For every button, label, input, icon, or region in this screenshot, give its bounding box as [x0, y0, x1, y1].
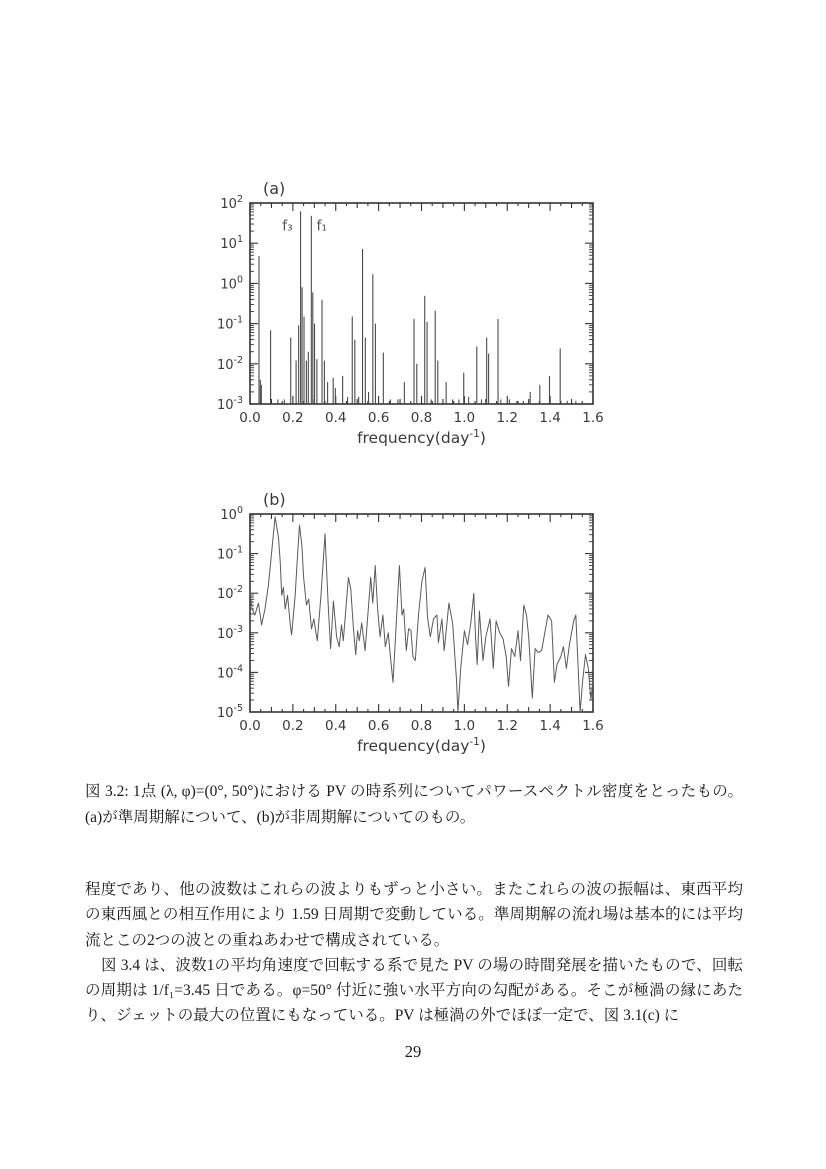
- y-tick-label: $10^{-2}$: [216, 354, 243, 373]
- y-tick-label: $10^2$: [220, 194, 243, 212]
- y-tick-label: $10^{-3}$: [216, 623, 243, 642]
- x-axis-label: frequency(day$^{-1}$): [357, 736, 486, 755]
- y-tick-label: $10^{-2}$: [216, 584, 243, 603]
- figure-3-2a-power-spectrum-plot: [185, 172, 620, 457]
- x-tick-label: 0.8: [410, 410, 433, 426]
- figure-caption: 図 3.2: 1点 (λ, φ)=(0°, 50°)における PV の時系列についてパワースペクトル密度をとったもの。(a)が準周期解について、(b)が非周期解についてのもの。: [85, 783, 743, 826]
- x-tick-label: 1.6: [582, 718, 604, 734]
- y-tick-label: $10^{-5}$: [216, 703, 243, 721]
- x-tick-label: 0.4: [325, 410, 347, 426]
- x-tick-label: 0.6: [367, 718, 390, 734]
- y-tick-label: $10^{-4}$: [216, 663, 243, 682]
- x-tick-label: 0.0: [239, 410, 261, 426]
- x-tick-label: 1.0: [453, 718, 476, 734]
- x-tick-label: 1.0: [453, 410, 476, 426]
- body-paragraph-2: 図 3.4 は、波数1の平均角速度で回転する系で見た PV の場の時間発展を描いたもので、回転の周期は 1/f₁=3.45 日である。φ=50° 付近に強い水平方向の勾配がある。そこが極渦の縁にあたり、ジェットの最大の位置にもなっている。PV は極渦の外でほぼ一定で、図 3.1(c) に: [85, 956, 743, 1025]
- peak-annotation: f₁: [316, 218, 328, 235]
- x-tick-label: 1.2: [496, 718, 518, 734]
- body-text: [85, 877, 743, 1029]
- x-tick-label: 1.4: [539, 718, 561, 734]
- peak-annotation: f₃: [282, 218, 293, 235]
- figure-3-2b-power-spectrum-plot: [185, 483, 620, 768]
- y-tick-label: $10^{-1}$: [216, 314, 243, 333]
- y-tick-label: $10^0$: [220, 505, 243, 523]
- y-tick-label: $10^{-1}$: [216, 544, 243, 563]
- y-tick-label: $10^{-3}$: [216, 395, 243, 413]
- panel-label: (a): [263, 179, 286, 198]
- y-tick-label: $10^0$: [220, 274, 243, 293]
- x-tick-label: 0.2: [282, 718, 304, 734]
- x-tick-label: 0.2: [282, 410, 304, 426]
- x-axis-label: frequency(day$^{-1}$): [357, 428, 486, 447]
- x-tick-label: 1.6: [582, 410, 604, 426]
- x-tick-label: 0.8: [410, 718, 433, 734]
- x-tick-label: 1.2: [496, 410, 518, 426]
- y-tick-label: $10^1$: [220, 234, 243, 253]
- x-tick-label: 1.4: [539, 410, 561, 426]
- panel-label: (b): [263, 490, 286, 509]
- body-paragraph-1: 程度であり、他の波数はこれらの波よりもずっと小さい。またこれらの波の振幅は、東西平均の東西風との相互作用により 1.59 日周期で変動している。準周期解の流れ場は基本的には平均流とこの2つの波との重ねあわせで構成されている。: [85, 881, 743, 949]
- x-tick-label: 0.6: [367, 410, 390, 426]
- x-tick-label: 0.4: [325, 718, 347, 734]
- x-tick-label: 0.0: [239, 718, 261, 734]
- page-number: 29: [404, 1042, 422, 1061]
